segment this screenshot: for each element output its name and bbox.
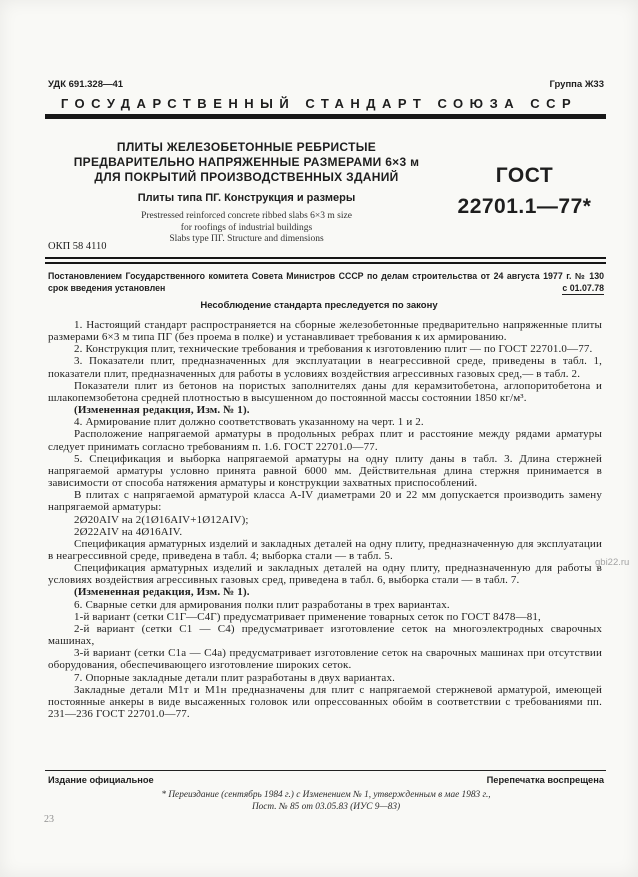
body-paragraph: (Измененная редакция, Изм. № 1). bbox=[74, 404, 250, 417]
footnote-line-2: Пост. № 85 от 03.05.83 (ИУС 9—83) bbox=[251, 801, 401, 812]
footer-rule bbox=[45, 770, 606, 771]
footnote-line-1: * Переиздание (сентябрь 1984 г.) с Изменением № 1, утвержденным в мае 1983 г., bbox=[161, 790, 491, 800]
body-paragraph: 5. Спецификация и выборка напрягаемой арматуры на одну плиту даны в табл. 3. Длина стержней напрягаемой арматуры условно принята равной 6000 мм. Действительная длина стержня принимается в зависимости от способа натяжения арматуры и конструкции захватных приспособлений. bbox=[48, 452, 602, 490]
body-paragraph: Спецификация арматурных изделий и закладных деталей на одну плиту, предназначенную для эксплуатации в неагрессивной среде, приведена в табл. 4; выборка стали — в табл. 5. bbox=[48, 537, 602, 562]
title-english bbox=[48, 211, 445, 246]
body-paragraph: 2-й вариант (сетки С1 — С4) предусматривает изготовление сеток на многоэлектродных сварочных машинах, bbox=[48, 622, 602, 648]
body-paragraph: 2Ø20АIV на 2(1Ø16АIV+1Ø12АIV); bbox=[74, 513, 249, 526]
classification-row bbox=[48, 79, 604, 90]
decree-block bbox=[48, 271, 604, 295]
body-paragraph: 1. Настоящий стандарт распространяется на сборные железобетонные предварительно напряженные плиты размерами 6×3 м типа ПГ (без проема в полке) и устанавливает требования к их армированию. bbox=[48, 319, 602, 344]
page-number: 23 bbox=[44, 814, 54, 825]
law-notice: Несоблюдение стандарта преследуется по закону bbox=[200, 300, 438, 311]
title-left-column bbox=[48, 140, 445, 246]
gost-number: 22701.1—77* bbox=[457, 195, 592, 218]
body-paragraph: Показатели плит из бетонов на пористых заполнителях даны для керамзитобетона, аглопоритобетона и шлакопемзобетона средней плотностью в высушенном до постоянной массы состоянии 1850 кг/м³. bbox=[48, 379, 602, 404]
body-paragraph: В плитах с напрягаемой арматурой класса А-IV диаметрами 20 и 22 мм допускается производить замену напрягаемой арматуры: bbox=[48, 489, 602, 514]
decree-term-row bbox=[48, 283, 604, 296]
official-edition-label: Издание официальное bbox=[48, 775, 154, 785]
okp-code: ОКП 58 4110 bbox=[48, 241, 107, 252]
reissue-footnote bbox=[48, 790, 604, 813]
body-paragraph: Закладные детали М1т и М1н предназначены для плит с напрягаемой стержневой арматурой, имеющей постоянные анкеры в виде высаженных головок или опрессованных обойм в соответствии с требованиями пп. 231—236 ГОСТ 22701.0—77. bbox=[48, 683, 602, 720]
body-paragraph: (Измененная редакция, Изм. № 1). bbox=[74, 586, 250, 599]
body-paragraph: 4. Армирование плит должно соответствовать указанному на черт. 1 и 2. bbox=[74, 416, 424, 429]
body-paragraph: Спецификация арматурных изделий и закладных деталей на одну плиту, предназначенную для работы в условиях воздействия агрессивных газовых сред, приведена в табл. 6, выборка стали — в табл. 7. bbox=[48, 562, 602, 587]
double-rule bbox=[45, 257, 606, 264]
title-line-2: ПРЕДВАРИТЕЛЬНО НАПРЯЖЕННЫЕ РАЗМЕРАМИ 6×3 м bbox=[73, 155, 420, 169]
reprint-prohibited-label: Перепечатка воспрещена bbox=[486, 775, 604, 785]
udc-code: УДК 691.328—41 bbox=[48, 79, 124, 90]
body-paragraph: 3-й вариант (сетки С1а — С4а) предусматривает изготовление сеток на сварочных машинах при отсутствии оборудования, обеспечивающего изготовление широких сеток. bbox=[48, 647, 602, 672]
body-paragraph: 2Ø22АIV на 4Ø16АIV. bbox=[74, 525, 183, 538]
gost-label: ГОСТ bbox=[495, 164, 554, 187]
footer-row bbox=[48, 775, 604, 785]
title-line-1: ПЛИТЫ ЖЕЛЕЗОБЕТОННЫЕ РЕБРИСТЫЕ bbox=[116, 140, 377, 154]
standard-org-header: ГОСУДАРСТВЕННЫЙ СТАНДАРТ СОЮЗА ССР bbox=[60, 96, 578, 111]
watermark: gbi22.ru bbox=[595, 557, 630, 568]
decree-text: Постановлением Государственного комитета Совета Министров СССР по делам строительства от 24 августа 1977 г. № 130 bbox=[48, 271, 604, 281]
body-text bbox=[48, 319, 602, 720]
title-line-3: ДЛЯ ПОКРЫТИЙ ПРОИЗВОДСТВЕННЫХ ЗДАНИЙ bbox=[94, 170, 399, 184]
body-paragraph: 6. Сварные сетки для армирования полки плит разработаны в трех вариантах. bbox=[74, 598, 450, 611]
decree-term: срок введения установлен bbox=[48, 282, 166, 293]
body-paragraph: Расположение напрягаемой арматуры в продольных ребрах плит и расстояние между рядами арматуры следует принимать согласно требованиям п. 1.6. ГОСТ 22701.0—77. bbox=[48, 428, 602, 453]
header-rule bbox=[45, 114, 606, 119]
body-paragraph: 1-й вариант (сетки С1Г—С4Г) предусматривает применение товарных сеток по ГОСТ 8478—81, bbox=[74, 610, 541, 623]
body-paragraph: 2. Конструкция плит, технические требования и требования к изготовлению плит — по ГОСТ 22701.0—77. bbox=[74, 343, 593, 356]
title-subtitle: Плиты типа ПГ. Конструкция и размеры bbox=[137, 192, 356, 204]
body-paragraph: 7. Опорные закладные детали плит разработаны в двух вариантах. bbox=[74, 671, 396, 684]
title-en-line-2: for roofings of industrial buildings bbox=[180, 222, 313, 233]
effective-date: с 01.07.78 bbox=[562, 283, 604, 296]
title-block bbox=[48, 140, 604, 246]
body-paragraph: 3. Показатели плит, предназначенных для эксплуатации в неагрессивной среде, приведены в табл. 1, показатели плит, предназначенных для работы в условиях воздействия агрессивных газовых сред,— в табл. 2. bbox=[48, 355, 602, 380]
title-en-line-3: Slabs type ПГ. Structure and dimensions bbox=[169, 234, 324, 244]
gost-designation bbox=[445, 140, 604, 246]
group-code: Группа Ж33 bbox=[549, 79, 604, 90]
title-en-line-1: Prestressed reinforced concrete ribbed slabs 6×3 m size bbox=[141, 211, 352, 221]
